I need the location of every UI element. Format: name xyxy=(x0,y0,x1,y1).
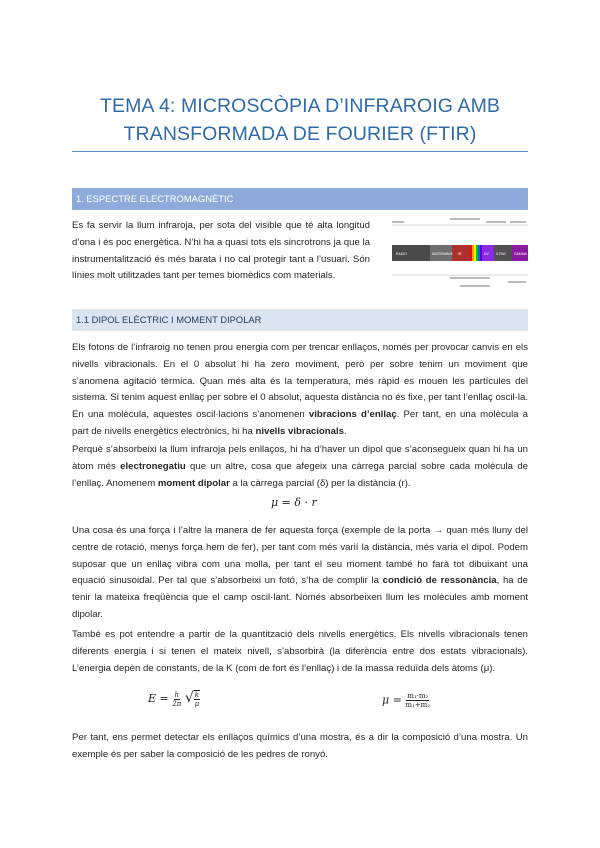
paragraph-dipol-2: Perquè s’absorbeixi la llum infraroja pels enllaços, hi ha d’haver un dipol que s’aconsegueix quan hi ha un àtom més electronegatiu que un altre, cosa que afegeix una càrrega parcial sobre cada molècula de l’enllaç. Anomenem moment dipolar a la càrrega parcial (δ) per la distància (r). xyxy=(72,444,528,489)
title-underline xyxy=(72,151,528,152)
formula-moment-dipolar: μ = δ · r xyxy=(271,496,317,509)
spectrum-top-scale xyxy=(392,218,528,225)
term-vibracions: vibracions d’enllaç xyxy=(308,409,397,421)
electromagnetic-spectrum-figure xyxy=(390,215,530,300)
title-line-1: TEMA 4: MICROSCÒPIA D’INFRAROIG AMB xyxy=(99,95,501,117)
term-condicio-ressonancia: condició de ressonància xyxy=(382,575,497,587)
page-title xyxy=(60,92,540,148)
gamma-label: GAMMA xyxy=(514,252,527,256)
xray-label: X-RAY xyxy=(496,252,507,256)
section-heading-espectre: 1. ESPECTRE ELECTROMAGNÈTIC xyxy=(72,188,528,210)
formula-energia: E = $\frac{h}{2\pi}$ √ $\frac{k}{\mu}$ xyxy=(148,690,200,708)
radio-label: RADIO xyxy=(396,252,407,256)
spectrum-bottom-scale xyxy=(392,275,528,287)
term-moment-dipolar: moment dipolar xyxy=(157,477,230,489)
uv-label: UV xyxy=(484,252,489,256)
term-nivells-vibracionals: nivells vibracionals xyxy=(255,425,344,437)
ir-label: IR xyxy=(458,252,462,256)
paragraph-dipol-3: Una cosa és una força i l’altre la manera de fer aquesta força (exemple de la porta → quan més lluny del centre de rotació, menys força hem de fer), per tant com més varií la distància, més varia el dipol. Podem suposar que un enllaç vibra com una molla, per tant el seu moment també ho farà tot dibuixant una equació sinusoidal. Per tal que s’absorbeixi un fotó, s’ha de complir la condició de ressonància, ha de tenir la mateixa freqüència que el camp oscil·lant. Només absorbeixen llum les molècules amb moment dipolar. xyxy=(72,525,528,620)
paragraph-dipol-4: També es pot entendre a partir de la quantització dels nivells energètics. Els nivells vibracionals tenen diferents energia i si tenen el mateix nivell, s’absorbirà (la diferència entre dos estats vibracionals). L’energia depèn de constants, de la K (com de fort és l’enllaç) i de la massa reduïda dels àtoms (μ). xyxy=(72,629,528,674)
formula-massa-reduida: μ = $\frac{\text{m₁·m₂}}{\text{m₁+m₂}}$ xyxy=(382,692,431,709)
title-line-2: TRANSFORMADA DE FOURIER (FTIR) xyxy=(123,123,477,145)
section-heading-dipol: 1.1 DIPOL ELÈCTRIC I MOMENT DIPOLAR xyxy=(72,309,528,331)
microwave-label: MICROWAVE xyxy=(432,252,453,256)
paragraph-dipol-5: Per tant, ens permet detectar els enllaços químics d’una mostra, és a dir la composició d’una mostra. Un exemple és per saber la composició de les pedres de ronyó. xyxy=(72,732,528,760)
paragraph-espectre: Es fa servir la llum infraroja, per sota del visible que té alta longitud d’ona i és poc energètica. N’hi ha a quasi tots els sincrotrons ja que la instrumentalització és més barata i no cal protegir tant a l’usuari. Són línies molt utilitzades tant per temes biomèdics com materials. xyxy=(72,220,370,282)
term-electronegatiu: electronegatiu xyxy=(120,460,186,472)
paragraph-dipol-1: Els fotons de l’infraroig no tenen prou energia com per trencar enllaços, només per provocar canvis en els nivells vibracionals. En el 0 absolut hi ha zero moviment, però per sobre tenim un moviment que s’anomena agitació tèrmica. Quan més alta és la temperatura, més ràpid es mouen les partícules del sistema. Si tenim aquest enllaç per sobre el 0 absolut, aquesta distància no és fixe, per tant l’enllaç oscil·la. En una molècula, aquestes oscil·lacions s’anomenen vibracions d’enllaç. Per tant, en una molècula a part de nivells energètics electrònics, hi ha nivells vibracionals. xyxy=(72,342,528,437)
